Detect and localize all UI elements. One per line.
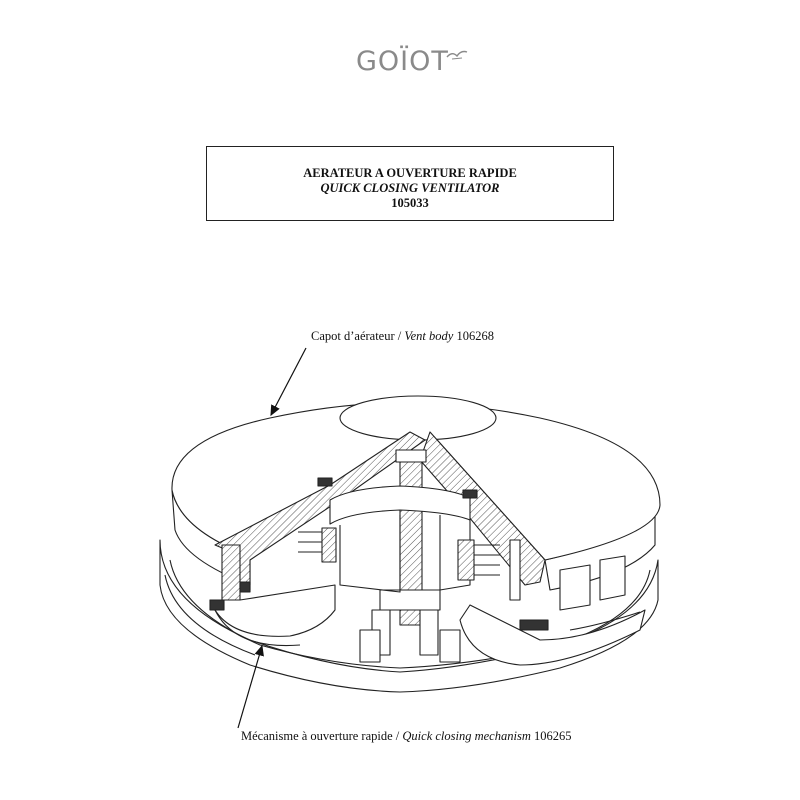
inner-bowl-right [460,605,645,665]
top-opening [340,396,496,440]
spring-right [458,540,474,580]
callout-vent-body-en: Vent body [404,329,454,343]
title-french: AERATEUR A OUVERTURE RAPIDE [303,166,517,180]
callout-separator: / [394,329,405,343]
leader-vent-body [271,348,306,415]
callout-mechanism-fr: Mécanisme à ouverture rapide [241,729,393,743]
brand-name: GOÏOT [356,46,449,77]
callout-vent-body-fr: Capot d’aérateur [311,329,395,343]
callout-vent-body-ref: 106268 [453,329,494,343]
callout-mechanism-ref: 106265 [530,729,572,743]
callout-separator: / [392,729,403,743]
callout-mechanism-en: Quick closing mechanism [402,729,531,743]
spring-left [322,528,336,562]
product-reference: 105033 [391,196,429,210]
title-english: QUICK CLOSING VENTILATOR [320,181,500,195]
